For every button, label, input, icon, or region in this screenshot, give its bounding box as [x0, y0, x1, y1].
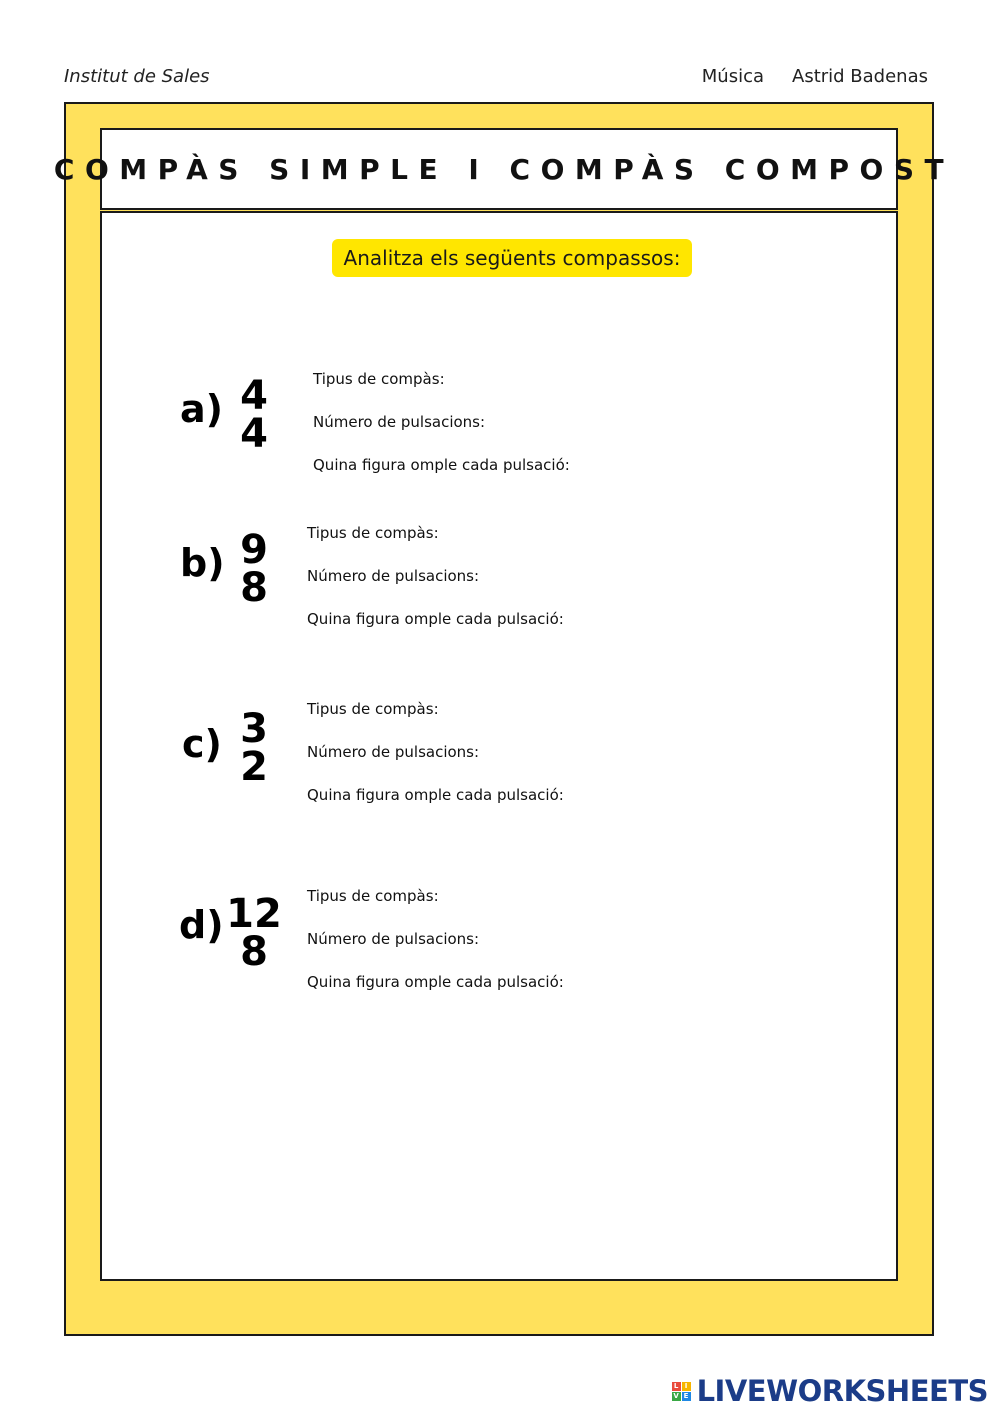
- time-signature-numerator: 12: [226, 891, 282, 937]
- logo-text: LIVEWORKSHEETS: [696, 1374, 988, 1408]
- instruction-banner: Analitza els següents compassos:: [332, 239, 692, 277]
- logo-cell: I: [682, 1382, 691, 1391]
- exercise-label: a): [180, 387, 224, 431]
- logo-cell: V: [673, 1391, 679, 1400]
- liveworksheets-grid-icon: [672, 1382, 691, 1401]
- question-pulses: Número de pulsacions:: [307, 567, 480, 585]
- question-pulses: Número de pulsacions:: [313, 413, 486, 431]
- exercise-label: b): [180, 541, 225, 585]
- liveworksheets-logo[interactable]: [672, 1374, 988, 1408]
- question-pulses: Número de pulsacions:: [307, 930, 480, 948]
- title-box: [53, 128, 955, 210]
- exercise-label: d): [179, 903, 224, 947]
- logo-cell: L: [672, 1382, 681, 1391]
- time-signature: [224, 706, 284, 790]
- question-type: Tipus de compàs:: [307, 524, 439, 542]
- question-type: Tipus de compàs:: [307, 700, 439, 718]
- logo-cell: E: [682, 1392, 691, 1401]
- time-signature: [224, 527, 284, 611]
- header-right: [702, 66, 928, 87]
- exercise-label: c): [182, 722, 222, 766]
- question-type: Tipus de compàs:: [313, 370, 445, 388]
- question-pulses: Número de pulsacions:: [307, 743, 480, 761]
- question-list: [307, 700, 564, 829]
- question-list: [307, 887, 564, 1016]
- time-signature-denominator: 4: [240, 411, 268, 457]
- subject-name: Música: [701, 66, 764, 87]
- question-figure: Quina figura omple cada pulsació:: [307, 786, 564, 804]
- school-name: Institut de Sales: [64, 66, 210, 87]
- time-signature-denominator: 2: [240, 744, 268, 790]
- question-figure: Quina figura omple cada pulsació:: [313, 456, 570, 474]
- author-name: Astrid Badenas: [792, 66, 928, 87]
- time-signature-numerator: 3: [240, 706, 268, 752]
- page-title: COMPÀS SIMPLE I COMPÀS COMPOST: [53, 152, 955, 186]
- time-signature: [224, 373, 284, 457]
- question-list: [307, 524, 564, 653]
- time-signature-denominator: 8: [240, 929, 268, 975]
- time-signature-denominator: 8: [240, 565, 268, 611]
- question-type: Tipus de compàs:: [307, 887, 439, 905]
- question-list: [313, 370, 570, 499]
- time-signature-numerator: 9: [240, 527, 268, 573]
- time-signature: [224, 891, 284, 975]
- question-figure: Quina figura omple cada pulsació:: [307, 973, 564, 991]
- time-signature-numerator: 4: [240, 373, 268, 419]
- question-figure: Quina figura omple cada pulsació:: [307, 610, 564, 628]
